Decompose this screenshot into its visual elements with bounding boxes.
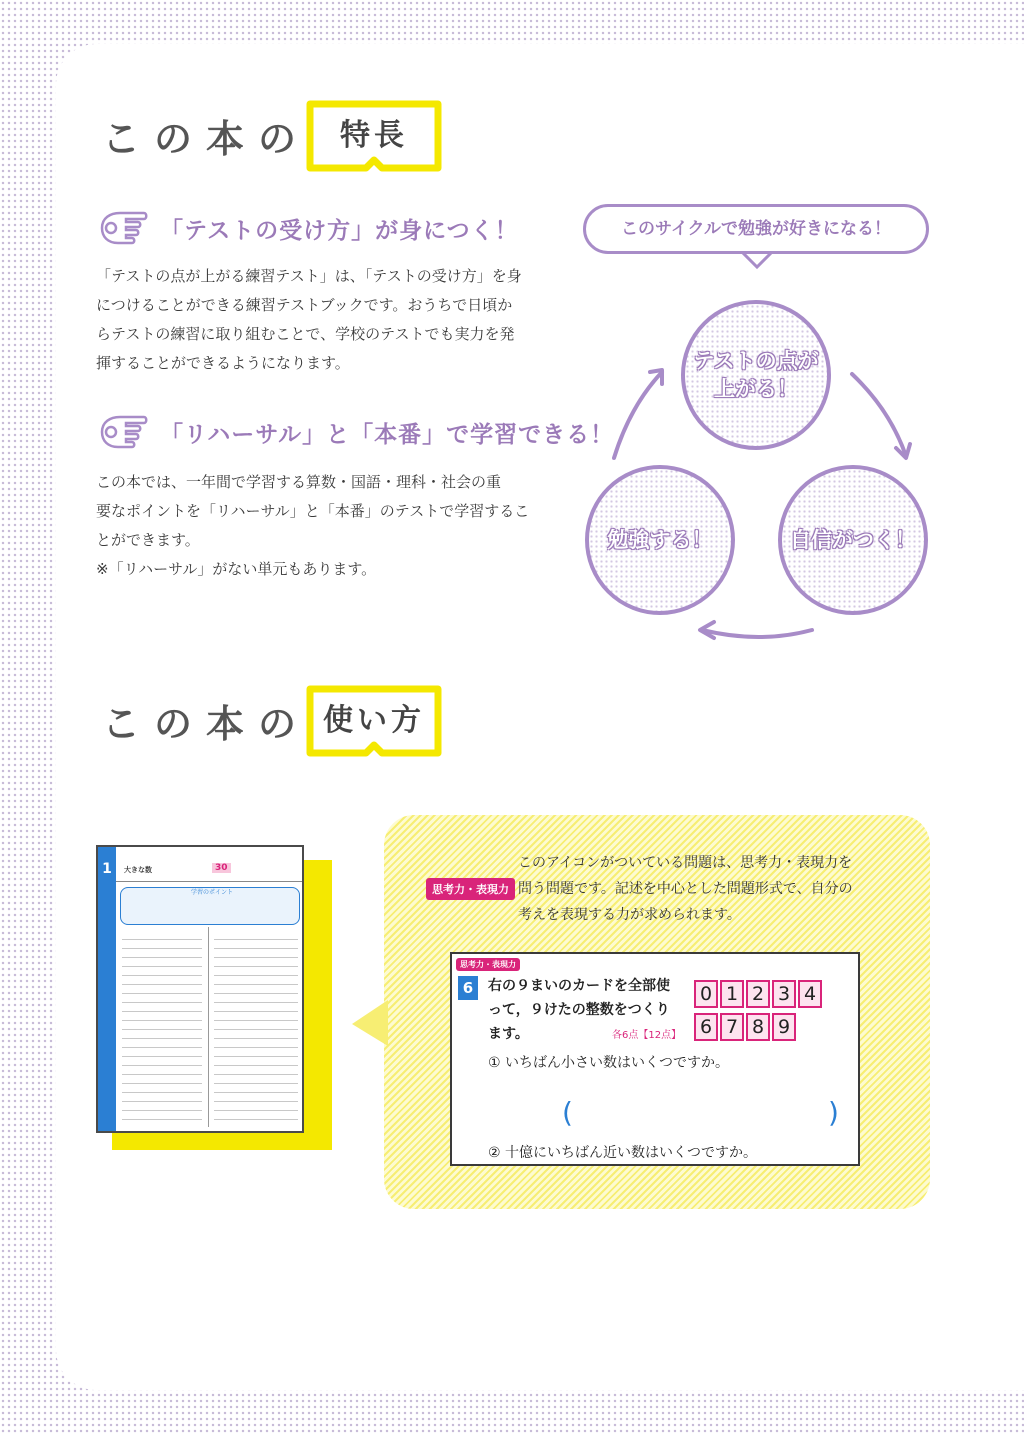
feature-heading-2 bbox=[98, 414, 614, 450]
feature-paragraph-1 bbox=[96, 262, 556, 378]
number-card: 4 bbox=[798, 980, 822, 1008]
thumbnail-left-questions bbox=[122, 931, 202, 1121]
thumbnail-right-questions bbox=[214, 931, 298, 1121]
sample-page-thumbnail bbox=[96, 845, 304, 1133]
thumbnail-side-bar bbox=[98, 847, 116, 1133]
number-card: 1 bbox=[720, 980, 744, 1008]
question-line: 右の９まいのカードを全部使 bbox=[488, 978, 670, 994]
number-card: 2 bbox=[746, 980, 770, 1008]
circle-text: 自信がつく！ bbox=[790, 528, 916, 552]
section-title-box-text: 使い方 bbox=[323, 703, 425, 738]
question-line: って，９けたの整数をつくり bbox=[488, 1002, 670, 1018]
answer-paren-open: ( bbox=[562, 1096, 573, 1129]
sub-question-2: ② 十億にいちばん近い数はいくつですか。 bbox=[488, 1145, 757, 1161]
thumbnail-column-divider bbox=[208, 927, 209, 1127]
sample-question-box bbox=[450, 952, 860, 1166]
sub-question-1: ① いちばん小さい数はいくつですか。 bbox=[488, 1055, 729, 1071]
badge-label: 思考力・表現力 bbox=[426, 878, 515, 900]
usage-line: このアイコンがついている問題は、思考力・表現力を bbox=[518, 855, 853, 871]
number-card: 6 bbox=[694, 1013, 718, 1041]
number-cards bbox=[692, 980, 840, 1046]
arrow-to-score bbox=[614, 372, 662, 458]
thumbnail-header bbox=[116, 861, 302, 882]
cycle-speech-bubble: このサイクルで勉強が好きになる！ bbox=[583, 204, 929, 254]
usage-description bbox=[518, 850, 898, 928]
question-badge: 思考力・表現力 bbox=[456, 958, 520, 971]
thumbnail-unit-number: 1 bbox=[102, 861, 112, 877]
usage-line: 考えを表現する力が求められます。 bbox=[518, 907, 741, 923]
question-number: 6 bbox=[458, 976, 478, 1000]
section-title-box-text: 特長 bbox=[340, 118, 408, 153]
arrow-to-study bbox=[702, 630, 812, 637]
book-frame bbox=[304, 98, 444, 174]
cycle-arrows bbox=[600, 360, 930, 650]
feature-heading-1 bbox=[98, 210, 519, 246]
question-points: 各6点【12点】 bbox=[612, 1030, 682, 1041]
pointing-hand-icon bbox=[98, 414, 148, 450]
pointing-hand-icon bbox=[98, 210, 148, 246]
usage-panel-pointer bbox=[352, 1000, 388, 1046]
thinking-skill-badge bbox=[426, 878, 515, 900]
paragraph-line: 要なポイントを「リハーサル」と「本番」のテストで学習するこ bbox=[96, 502, 530, 520]
usage-line: 問う問題です。記述を中心とした問題形式で、自分の bbox=[518, 881, 853, 897]
answer-paren-close: ) bbox=[828, 1096, 839, 1129]
paragraph-line: 「テストの点が上がる練習テスト」は、「テストの受け方」を身 bbox=[96, 267, 522, 285]
circle-text: 勉強する！ bbox=[607, 528, 713, 552]
question-line: ます。 bbox=[488, 1026, 529, 1042]
number-card: 3 bbox=[772, 980, 796, 1008]
section-title-lead: この本の bbox=[102, 117, 311, 161]
feature-paragraph-2 bbox=[96, 468, 556, 584]
circle-line: テストの点が bbox=[693, 349, 819, 373]
book-frame bbox=[304, 683, 444, 759]
arrow-to-confidence bbox=[852, 374, 906, 456]
feature-heading-text: 「リハーサル」と「本番」で学習できる！ bbox=[160, 421, 615, 448]
circle-line: 上がる！ bbox=[713, 377, 798, 401]
paragraph-line: とができます。 bbox=[96, 531, 200, 549]
number-card: 8 bbox=[746, 1013, 770, 1041]
thumbnail-point-label: 学習のポイント bbox=[191, 889, 234, 896]
thumbnail-title: 大きな数 bbox=[124, 866, 152, 874]
number-card: 7 bbox=[720, 1013, 744, 1041]
number-card: 9 bbox=[772, 1013, 796, 1041]
number-card: 0 bbox=[694, 980, 718, 1008]
paragraph-line: この本では、一年間で学習する算数・国語・理科・社会の重 bbox=[96, 473, 502, 491]
paragraph-line: 揮することができるようになります。 bbox=[96, 354, 350, 372]
feature-heading-text: 「テストの受け方」が身につく！ bbox=[160, 217, 519, 244]
paragraph-line: らテストの練習に取り組むことで、学校のテストでも実力を発 bbox=[96, 325, 515, 343]
paragraph-line: につけることができる練習テストブックです。おうちで日頃か bbox=[96, 296, 513, 314]
section-title-lead: この本の bbox=[102, 702, 311, 746]
thumbnail-time: 30 bbox=[212, 863, 231, 873]
thumbnail-point-box bbox=[120, 887, 300, 925]
paragraph-line: ※「リハーサル」がない単元もあります。 bbox=[96, 560, 377, 578]
